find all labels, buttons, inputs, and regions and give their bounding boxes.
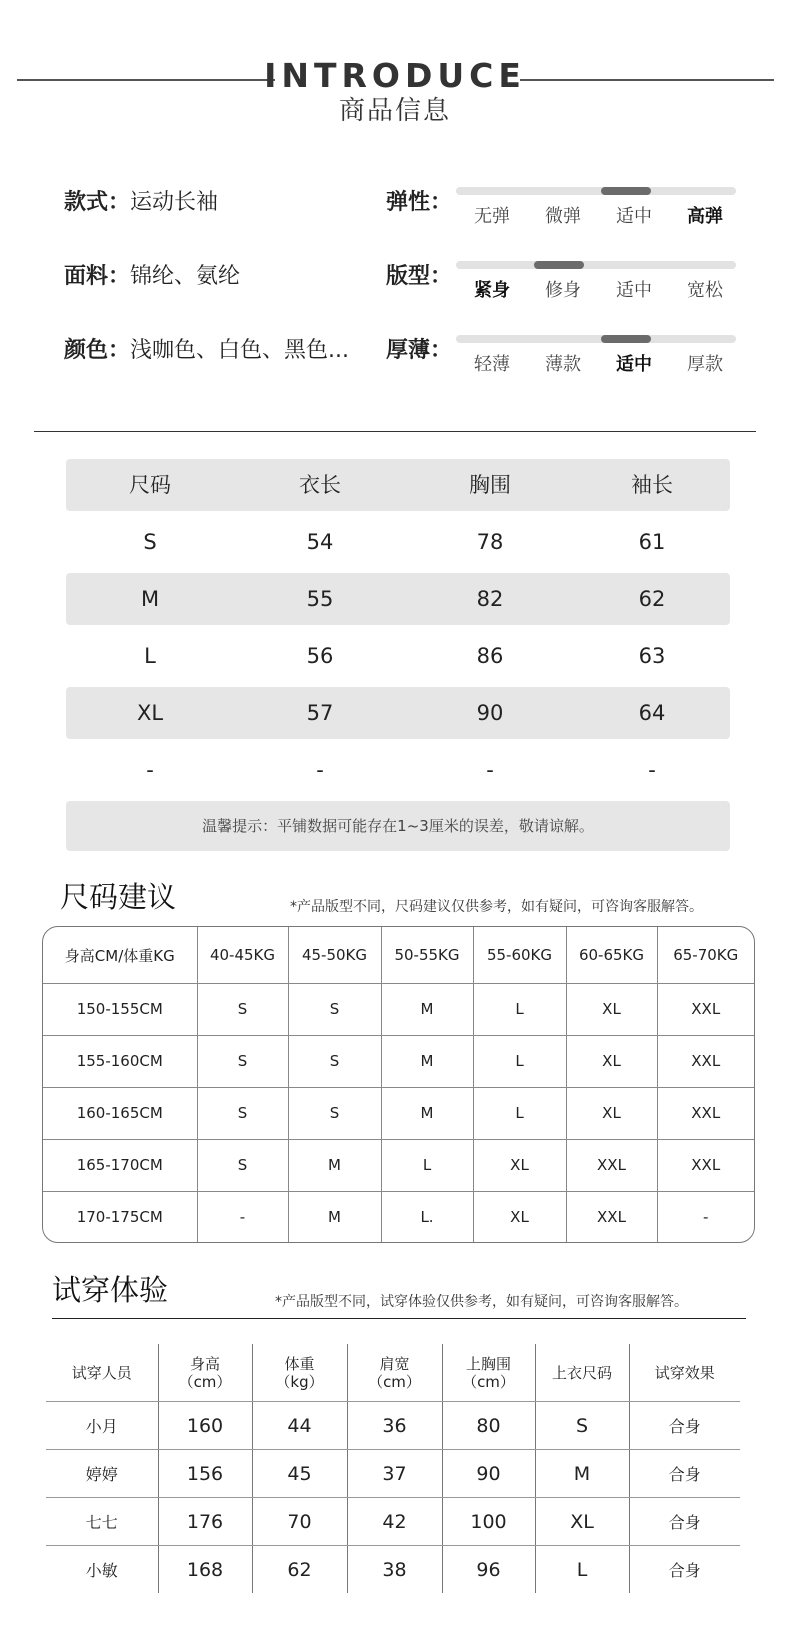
try-on-header-unit: （cm） <box>462 1372 515 1391</box>
recommend-cell: XL <box>566 1035 657 1087</box>
rating-thickness-track <box>456 335 736 343</box>
try-on-cell: 80 <box>442 1402 535 1450</box>
recommend-header-row <box>43 927 754 984</box>
size-cell: - <box>486 758 494 782</box>
try-on-header-cell <box>347 1344 442 1402</box>
try-on-header-cell <box>442 1344 535 1402</box>
recommend-cell: XXL <box>657 984 754 1036</box>
try-on-cell: 38 <box>347 1546 442 1594</box>
try-on-row <box>46 1402 740 1450</box>
rating-fit-track <box>456 261 736 269</box>
size-cell: 63 <box>638 644 666 668</box>
try-on-header-top: 体重 <box>284 1354 315 1373</box>
size-cell: M <box>140 587 160 611</box>
recommend-header-cell: 45-50KG <box>288 927 381 984</box>
rating-elasticity-label: 弹性： <box>386 190 453 215</box>
size-cell: 62 <box>638 587 666 611</box>
recommend-row <box>43 984 754 1036</box>
rating-fit-marker <box>534 261 584 269</box>
recommend-cell: 170-175CM <box>43 1191 197 1242</box>
try-on-header-top: 试穿人员 <box>71 1363 132 1382</box>
recommend-cell: L <box>473 1035 566 1087</box>
recommend-cell: S <box>288 984 381 1036</box>
size-cell: 90 <box>476 701 504 725</box>
try-on-cell: 合身 <box>629 1402 740 1450</box>
size-cell: 78 <box>476 530 504 554</box>
size-header-cell: 尺码 <box>129 473 171 497</box>
try-on-cell: XL <box>535 1498 629 1546</box>
size-cell: - <box>146 758 154 782</box>
recommend-header-cell: 55-60KG <box>473 927 566 984</box>
recommend-cell: 160-165CM <box>43 1087 197 1139</box>
recommend-row <box>43 1139 754 1191</box>
recommend-cell: M <box>381 1035 473 1087</box>
recommend-cell: XXL <box>657 1035 754 1087</box>
try-on-cell: 36 <box>347 1402 442 1450</box>
try-on-cell: 合身 <box>629 1450 740 1498</box>
size-cell: 61 <box>638 530 666 554</box>
rating-elasticity-track <box>456 187 736 195</box>
size-table-row <box>66 687 730 739</box>
recommend-row <box>43 1035 754 1087</box>
recommend-header-cell: 65-70KG <box>657 927 754 984</box>
recommend-cell: XL <box>566 1087 657 1139</box>
try-on-row <box>46 1450 740 1498</box>
recommend-cell: M <box>381 1087 473 1139</box>
recommend-cell: M <box>381 984 473 1036</box>
try-on-header-top: 身高 <box>189 1354 220 1373</box>
try-on-header-cell <box>252 1344 347 1402</box>
size-table-row <box>66 744 730 796</box>
rating-thickness-option: 厚款 <box>687 354 723 375</box>
recommend-cell: XL <box>473 1191 566 1242</box>
recommend-header-cell: 60-65KG <box>566 927 657 984</box>
size-table-row <box>66 516 730 568</box>
size-recommend-title: 尺码建议 <box>60 880 177 914</box>
attr-style-label: 款式： <box>64 190 131 215</box>
try-on-cell: 婷婷 <box>46 1450 158 1498</box>
try-on-header-unit: （cm） <box>368 1372 421 1391</box>
rating-fit-option: 修身 <box>545 280 581 301</box>
try-on-cell: 合身 <box>629 1498 740 1546</box>
size-cell: 86 <box>476 644 504 668</box>
try-on-cell: 168 <box>158 1546 252 1594</box>
size-cell: 55 <box>306 587 334 611</box>
attr-fabric-value: 锦纶、氨纶 <box>130 264 241 289</box>
recommend-cell: S <box>197 984 288 1036</box>
recommend-cell: 165-170CM <box>43 1139 197 1191</box>
size-cell: 54 <box>306 530 334 554</box>
attr-color-value: 浅咖色、白色、黑色... <box>130 338 349 363</box>
size-cell: 82 <box>476 587 504 611</box>
try-on-cell: 42 <box>347 1498 442 1546</box>
size-cell: 56 <box>306 644 334 668</box>
try-on-header-cell <box>158 1344 252 1402</box>
size-cell: XL <box>136 701 164 725</box>
recommend-cell: S <box>288 1035 381 1087</box>
recommend-cell: S <box>197 1035 288 1087</box>
try-on-cell: M <box>535 1450 629 1498</box>
recommend-cell: S <box>197 1139 288 1191</box>
rating-fit-option: 宽松 <box>687 280 723 301</box>
attr-color <box>64 336 349 366</box>
try-on-table <box>46 1344 740 1593</box>
attr-fabric <box>64 262 240 292</box>
try-on-header-unit: （kg） <box>275 1372 324 1391</box>
recommend-cell: L <box>473 1087 566 1139</box>
attr-style-value: 运动长袖 <box>130 190 219 215</box>
size-table-header <box>66 459 730 511</box>
try-on-cell: 100 <box>442 1498 535 1546</box>
size-cell: S <box>143 530 157 554</box>
try-on-cell: 合身 <box>629 1546 740 1594</box>
header-title-en: INTRODUCE <box>264 56 526 95</box>
try-on-row <box>46 1498 740 1546</box>
try-on-title: 试穿体验 <box>52 1273 169 1307</box>
size-header-cell: 袖长 <box>631 473 673 497</box>
try-on-header-cell <box>46 1344 158 1402</box>
size-header-cell: 衣长 <box>299 473 341 497</box>
size-table-row <box>66 630 730 682</box>
recommend-row <box>43 1191 754 1242</box>
try-on-cell: 小敏 <box>85 1561 118 1580</box>
recommend-cell: - <box>197 1191 288 1242</box>
recommend-cell: 150-155CM <box>43 984 197 1036</box>
try-on-cell: 45 <box>252 1450 347 1498</box>
size-recommend-table <box>42 926 755 1243</box>
try-on-cell: 小月 <box>46 1402 158 1450</box>
size-table-row <box>66 573 730 625</box>
try-on-header-row <box>46 1344 740 1402</box>
size-recommend-note: *产品版型不同，尺码建议仅供参考，如有疑问，可咨询客服解答。 <box>290 899 703 915</box>
rating-elasticity-option: 高弹 <box>687 206 723 227</box>
rating-fit-label: 版型： <box>386 264 453 289</box>
rating-thickness-label: 厚薄： <box>386 338 453 363</box>
size-cell: 64 <box>638 701 666 725</box>
try-on-cell: 70 <box>252 1498 347 1546</box>
try-on-header-top: 试穿效果 <box>654 1363 715 1382</box>
try-on-cell: 44 <box>252 1402 347 1450</box>
recommend-header-cell: 50-55KG <box>381 927 473 984</box>
try-on-header-top: 上胸围 <box>465 1354 511 1373</box>
rating-elasticity-marker <box>601 187 651 195</box>
recommend-cell: - <box>657 1191 754 1242</box>
try-on-header-unit: （cm） <box>178 1372 232 1391</box>
recommend-cell: L <box>381 1139 473 1191</box>
rating-elasticity-option: 无弹 <box>474 206 510 227</box>
recommend-cell: S <box>197 1087 288 1139</box>
recommend-cell: L. <box>381 1191 473 1242</box>
rating-thickness-option: 轻薄 <box>474 354 510 375</box>
try-on-cell: 37 <box>347 1450 442 1498</box>
recommend-header-cell: 40-45KG <box>197 927 288 984</box>
size-table-note: 温馨提示：平铺数据可能存在1~3厘米的误差，敬请谅解。 <box>66 801 730 851</box>
try-on-header-cell <box>535 1344 629 1402</box>
size-header-cell: 胸围 <box>469 473 511 497</box>
rating-thickness-marker <box>601 335 651 343</box>
recommend-header-cell: 身高CM/体重KG <box>43 927 197 984</box>
recommend-cell: 155-160CM <box>43 1035 197 1087</box>
try-on-cell: 96 <box>442 1546 535 1594</box>
recommend-row <box>43 1087 754 1139</box>
recommend-cell: XXL <box>566 1191 657 1242</box>
try-on-cell: L <box>535 1546 629 1594</box>
rating-thickness-option: 薄款 <box>545 354 581 375</box>
attr-style <box>64 188 218 218</box>
rating-elasticity-option: 适中 <box>616 206 652 227</box>
section-divider <box>34 431 756 432</box>
rating-fit-option: 适中 <box>616 280 652 301</box>
try-on-header-top: 肩宽 <box>379 1354 410 1373</box>
size-cell: L <box>144 644 156 668</box>
attr-fabric-label: 面料： <box>64 264 131 289</box>
try-on-cell: S <box>535 1402 629 1450</box>
try-on-cell: 62 <box>252 1546 347 1594</box>
try-on-cell: 160 <box>158 1402 252 1450</box>
try-on-underline <box>52 1318 746 1319</box>
size-cell: - <box>316 758 324 782</box>
recommend-cell: XXL <box>657 1139 754 1191</box>
rating-fit-option: 紧身 <box>474 280 510 301</box>
recommend-cell: M <box>288 1191 381 1242</box>
try-on-cell: 176 <box>158 1498 252 1546</box>
attr-color-label: 颜色： <box>64 338 131 363</box>
recommend-cell: L <box>473 984 566 1036</box>
recommend-cell: S <box>288 1087 381 1139</box>
recommend-cell: M <box>288 1139 381 1191</box>
try-on-cell: 156 <box>158 1450 252 1498</box>
try-on-header-top: 上衣尺码 <box>551 1363 612 1382</box>
recommend-cell: XL <box>566 984 657 1036</box>
header-title-cn: 商品信息 <box>338 96 451 126</box>
try-on-header-cell <box>629 1344 740 1402</box>
try-on-cell: 七七 <box>46 1498 158 1546</box>
size-cell: 57 <box>306 701 334 725</box>
recommend-cell: XL <box>473 1139 566 1191</box>
rating-thickness-option: 适中 <box>616 354 652 375</box>
size-cell: - <box>648 758 656 782</box>
rating-elasticity-option: 微弹 <box>545 206 581 227</box>
try-on-cell: 90 <box>442 1450 535 1498</box>
try-on-note: *产品版型不同，试穿体验仅供参考，如有疑问，可咨询客服解答。 <box>275 1294 688 1310</box>
recommend-cell: XXL <box>566 1139 657 1191</box>
try-on-row <box>46 1546 740 1594</box>
recommend-cell: XXL <box>657 1087 754 1139</box>
